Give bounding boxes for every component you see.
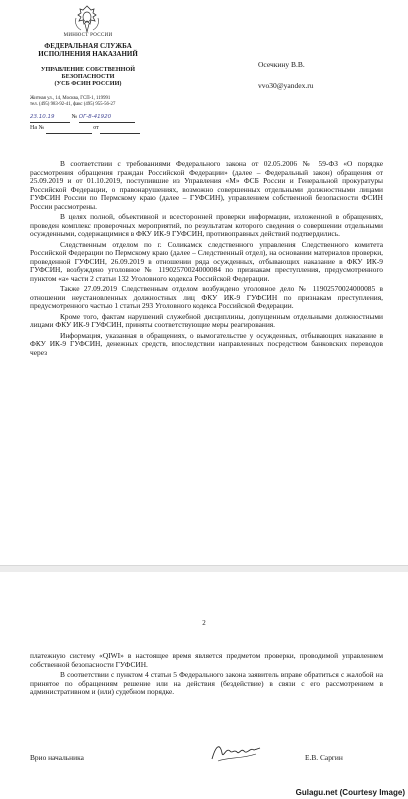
letter-body-page-2 <box>30 652 383 699</box>
incoming-number-label: На № <box>30 125 45 131</box>
department-line-3: (УСБ ФСИН РОССИИ) <box>54 80 122 87</box>
ministry-name: МИНЮСТ РОССИИ <box>63 33 113 38</box>
incoming-date-label: от <box>93 125 99 131</box>
letter-body-page-1 <box>30 160 383 359</box>
body-paragraph: В соответствии с пунктом 4 статьи 5 Федерального закона заявитель вправе обратиться с жалобой на принятое по обращениям решение или на действия (бездействие) в связи с его рассмотрением в административном и (или) судебном порядке. <box>30 670 383 696</box>
signer-title: Врио начальника <box>30 753 84 762</box>
incoming-number-blank <box>46 123 92 134</box>
address-line-2: тел. (495) 983-92-41, факс (495) 955-56-27 <box>30 102 116 107</box>
body-paragraph: Также 27.09.2019 Следственным отделом возбуждено уголовное дело № 11902570024000085 в отношении неустановленных должностных лиц ФКУ ИК-9 ГУФСИН по признакам преступления, предусмотренного частью 1 статьи 293 Уголовного кодекса Российской Федерации. <box>30 284 383 310</box>
letter-date: 23.10.19 <box>30 112 70 123</box>
body-paragraph: В целях полной, объективной и всесторонней проверки информации, изложенной в обращениях, проведен комплекс проверочных мероприятий, по результатам которого сведения о совершении отдельными осужденными, содержащимися в ФКУ ИК-9 ГУФСИН, противоправных действий подтвердились. <box>30 212 383 238</box>
letter-page-2 <box>0 572 408 799</box>
department-address <box>30 96 150 108</box>
incoming-reference <box>30 123 170 134</box>
letter-number: ОГ-8-41920 <box>79 112 135 123</box>
page-number: 2 <box>202 619 206 627</box>
image-credit: Gulagu.net (Courtesy Image) <box>292 787 408 799</box>
fsin-emblem-icon <box>72 4 102 34</box>
body-paragraph: Следственным отделом по г. Соликамск следственного управления Следственного комитета Российской Федерации по Пермскому краю (далее – Следственный отдел), на основании материалов проверки, проведенной ГУФСИН, 26.09.2019 в отношении ряда осужденных, отбывающих наказание в ФКУ ИК-9 ГУФСИН, возбуждено уголовное № 11902570024000084 по признакам преступления, предусмотренного пунктом «а» части 2 статьи 132 Уголовного кодекса Российской Федерации. <box>30 239 383 283</box>
department-line-1: УПРАВЛЕНИЕ СОБСТВЕННОЙ <box>40 66 136 73</box>
outgoing-reference <box>30 112 170 123</box>
number-label: № <box>71 114 78 120</box>
reference-block <box>30 112 170 134</box>
address-line-1: Житная ул., 14, Москва, ГСП-1, 119991 <box>30 96 111 101</box>
service-name <box>30 42 146 58</box>
body-paragraph: Кроме того, фактам нарушений служебной дисциплины, допущенным отдельными должностными лицами ФКУ ИК-9 ГУФСИН, приняты соответствующие меры реагирования. <box>30 311 383 329</box>
body-paragraph: Информация, указанная в обращениях, о вымогательстве у осужденных, отбывающих наказание в ФКУ ИК-9 ГУФСИН, денежных средств, впоследствии направленных посредством банковских переводов через <box>30 330 383 357</box>
service-line-2: ИСПОЛНЕНИЯ НАКАЗАНИЙ <box>38 50 138 58</box>
service-line-1: ФЕДЕРАЛЬНАЯ СЛУЖБА <box>44 42 132 50</box>
incoming-date-blank <box>100 123 140 134</box>
body-paragraph: платежную систему «QIWI» в настоящее время является предметом проверки, проводимой управлением собственной безопасности ГУФСИН. <box>30 651 383 669</box>
recipient-name: Осечкину В.В. <box>258 60 305 69</box>
signer-name: Е.В. Саргин <box>305 753 343 762</box>
recipient-email: vvo30@yandex.ru <box>258 81 314 90</box>
body-paragraph: В соответствии с требованиями Федерального закона от 02.05.2006 № 59-ФЗ «О порядке рассмотрения обращения граждан Российской Федерации» (далее – Федеральный закон) обращения от 25.09.2019 и от 01.10.2019, поступившие из Управления «М» ФСБ России и Генеральной прокуратуры Российской Федерации, о правонарушениях, возможно совершенных отдельными должностными лицами ГУФСИН России по Пермскому краю (далее – ГУФСИН), управлением собственной безопасности ФСИН России рассмотрены. <box>30 159 383 211</box>
department-line-2: БЕЗОПАСНОСТИ <box>61 73 115 80</box>
department-name <box>30 66 146 87</box>
handwritten-signature <box>208 739 264 765</box>
